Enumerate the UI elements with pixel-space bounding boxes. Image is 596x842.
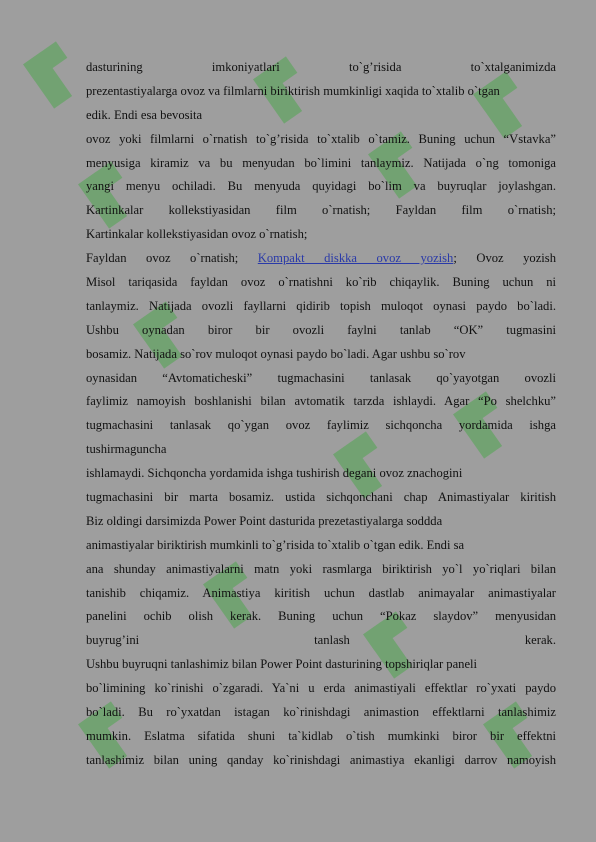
text-line: tushirmaguncha <box>86 442 167 457</box>
text-line: Misol tariqasida fayldan ovoz o`rnatishni ko`rib chiqaylik. Buning uchun ni <box>86 275 556 290</box>
text-line: oynasidan “Avtomaticheski” tugmachasini tanlasak qo`yayotgan ovozli <box>86 370 556 385</box>
text-line: panelini ochib olish kerak. Buning uchun “Pokaz slaydov” menyusidan <box>86 609 556 624</box>
text-line: mumkin. Eslatma sifatida shuni ta`kidlab o`tish mumkinki biror bir effektni <box>86 728 556 743</box>
text-line: menyusiga kiramiz va bu menyudan bo`limini tanlaymiz. Natijada o`ng tomoniga <box>86 155 556 170</box>
text-line: bosamiz. Natijada so`rov muloqot oynasi paydo bo`ladi. Agar ushbu so`rov <box>86 346 466 361</box>
line-text-after: ; Ovoz yozish <box>453 251 556 266</box>
text-line: ovoz yoki filmlarni o`rnatish to`g’risida to`xtalib o`tamiz. Buning uchun “Vstavka” <box>86 131 556 146</box>
text-line: bo`limining ko`rinishi o`zgaradi. Ya`ni u erda animastiyali effektlar ro`yxati paydo <box>86 681 556 696</box>
text-line: tanishib chiqamiz. Animastiya kiritish uchun dastlab animayalar animastiyalar <box>86 585 556 600</box>
text-line: tanlaymiz. Natijada ovozli fayllarni qidirib topish muloqot oynasi paydo bo`ladi. <box>86 298 556 313</box>
kompakt-disk-link[interactable]: Kompakt diskka ovoz yozish <box>257 251 454 266</box>
text-line: Kartinkalar kollekstiyasidan ovoz o`rnatish; <box>86 227 308 242</box>
text-line: Ushbu buyruqni tanlashimiz bilan Power Point dasturining topshiriqlar paneli <box>86 657 478 672</box>
text-line: buyrug’ini tanlash kerak. <box>86 633 556 648</box>
text-line: ana shunday animastiyalarni matn yoki rasmlarga biriktirish yo`l yo`riqlari bilan <box>86 561 556 576</box>
text-line: tanlashimiz bilan uning qanday ko`rinishdagi animastiya ekanligi darrov namoyish <box>86 752 556 767</box>
text-line <box>86 247 556 271</box>
line-text-before: Fayldan ovoz o`rnatish; <box>86 251 258 266</box>
text-line: tugmachasini tanlasak qo`ygan ovoz faylimiz sichqoncha yordamida ishga <box>86 418 556 433</box>
text-line: prezentastiyalarga ovoz va filmlarni biriktirish mumkinligi xaqida to`xtalib o`tgan <box>86 83 500 98</box>
text-line: animastiyalar biriktirish mumkinli to`g’risida to`xtalib o`tgan edik. Endi sa <box>86 537 465 552</box>
text-line: faylimiz namoyish boshlanishi bilan avtomatik tarzda ishlaydi. Agar “Po shelchku” <box>86 394 556 409</box>
text-line: Kartinkalar kollekstiyasidan film o`rnatish; Fayldan film o`rnatish; <box>86 203 556 218</box>
text-line: tugmachasini bir marta bosamiz. ustida sichqonchani chap Animastiyalar kiritish <box>86 490 556 505</box>
text-line: edik. Endi esa bevosita <box>86 107 203 122</box>
text-line: yangi menyu ochiladi. Bu menyuda quyidagi bo`lim va buyruqlar joylashgan. <box>86 179 556 194</box>
document-body <box>86 56 556 773</box>
text-line: bo`ladi. Bu ro`yxatdan istagan ko`rinishdagi animastion effektlarni tanlashimiz <box>86 705 556 720</box>
text-line: dasturining imkoniyatlari to`g’risida to`xtalganimizda <box>86 60 556 74</box>
text-line: ishlamaydi. Sichqoncha yordamida ishga tushirish degani ovoz znachogini <box>86 466 463 481</box>
text-line: Biz oldingi darsimizda Power Point dasturida prezetastiyalarga soddda <box>86 513 443 528</box>
text-line: Ushbu oynadan biror bir ovozli faylni tanlab “OK” tugmasini <box>86 322 556 337</box>
